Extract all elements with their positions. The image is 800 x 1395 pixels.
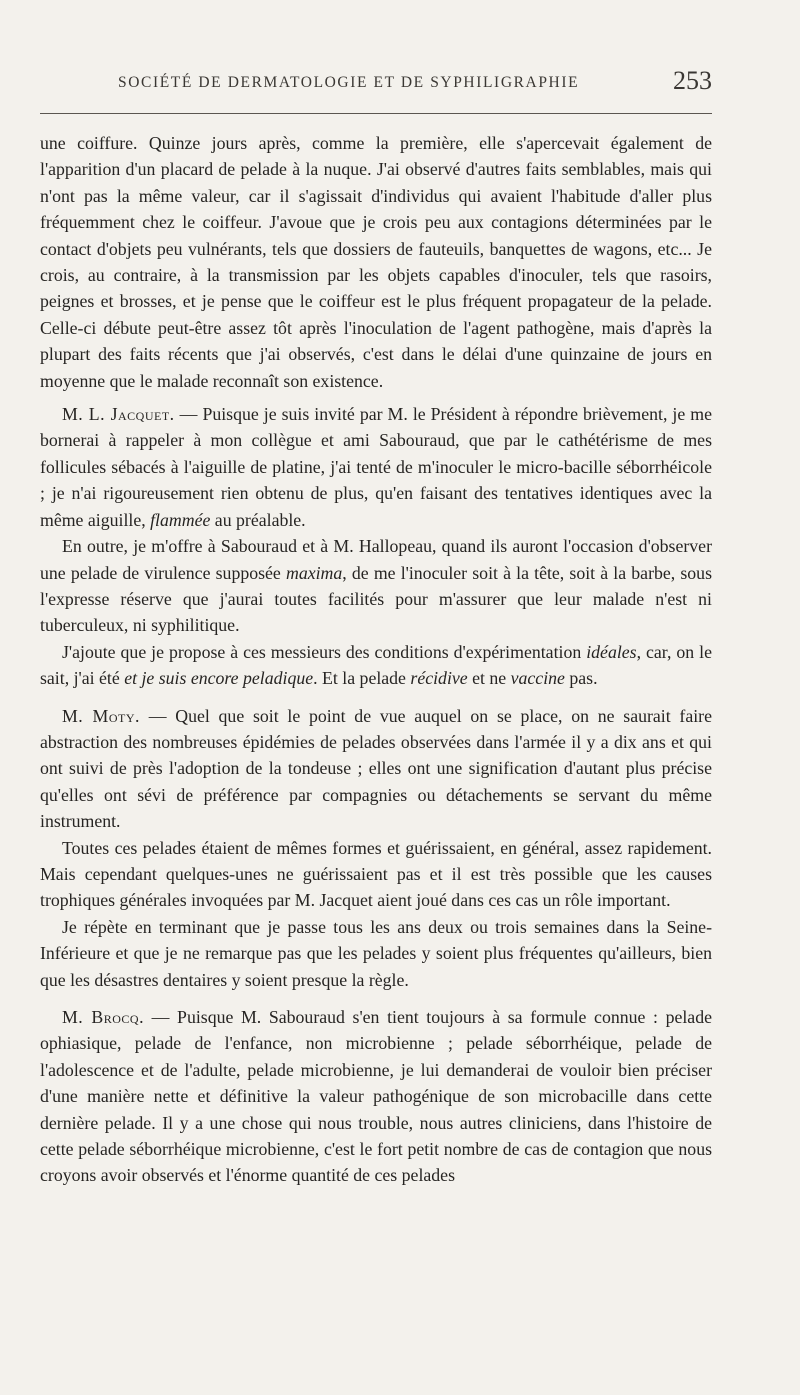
- running-head: SOCIÉTÉ DE DERMATOLOGIE ET DE SYPHILIGRAPHIE: [118, 74, 580, 91]
- paragraph-text: pas.: [564, 668, 598, 689]
- paragraph-text: et ne: [467, 668, 511, 689]
- paragraph-text: En outre, je m'offre à Sabouraud et à M. Hallopeau, quand ils auront l'occasion d'observer une pelade de virulence supposée: [40, 536, 712, 583]
- page-number: 253: [673, 66, 712, 95]
- paragraph-text: . Et la pelade: [313, 668, 411, 689]
- italic-term: vaccine: [510, 668, 565, 689]
- paragraph-jacquet-1: [40, 401, 712, 533]
- italic-term: flammée: [150, 509, 211, 530]
- paragraph-text: — Quel que soit le point de vue auquel on se place, on ne saurait faire abstraction des nombreuses épidémies de pelades observées dans l'armée il y a dix ans et qui ont suivi de près l'adoption de la tondeuse ; elles ont une signification d'autant plus précise qu'elles ont sévi de préférence par compagnies ou détachements se servant du même instrument.: [40, 705, 712, 832]
- speaker-name: M. L. Jacquet.: [62, 404, 175, 425]
- italic-term: et je suis encore peladique: [124, 668, 314, 689]
- paragraph-text: J'ajoute que je propose à ces messieurs des conditions d'expérimentation: [62, 641, 587, 662]
- paragraph-jacquet-3: [40, 639, 712, 692]
- paragraph-text: , car, on le sait, j'ai été: [40, 641, 712, 689]
- paragraph-text: , de me l'inoculer soit à la tête, soit à la barbe, sous l'expresse réserve que j'aurai toutes facilités pour m'assurer que leur malade n'est ni tuberculeux, ni syphilitique.: [40, 562, 712, 636]
- speaker-name: M. Moty.: [62, 705, 140, 726]
- italic-term: récidive: [410, 668, 468, 689]
- italic-term: maxima: [285, 562, 343, 583]
- paragraph-jacquet-2: [40, 533, 712, 639]
- paragraph-text: — Puisque je suis invité par M. le Président à répondre brièvement, je me bornerai à rappeler à mon collègue et ami Sabouraud, que par le cathétérisme de mes follicules sébacés à l'aiguille de platine, j'ai tenté de m'inoculer le micro-bacille séborrhéicole ; je n'ai rigoureusement rien obtenu de plus, qu'en faisant des tentatives identiques avec la même aiguille,: [40, 404, 712, 530]
- paragraph-continuation: une coiffure. Quinze jours après, comme la première, elle s'apercevait également de l'apparition d'un placard de pelade à la nuque. J'ai observé d'autres faits semblables, mais qui n'ont pas la même valeur, car il s'agissait d'individus qui avaient l'habitude d'aller plus fréquemment chez le coiffeur. J'avoue que je crois peu aux contagions déterminées par le contact d'objets peu vulnérants, tels que dossiers de fauteuils, banquettes de wagons, etc... Je crois, au contraire, à la transmission par les objets capables d'inoculer, tels que rasoirs, peignes et brosses, et je pense que le coiffeur est le plus fréquent propagateur de la pelade. Celle-ci débute peut-être assez tôt après l'inoculation de l'agent pathogène, mais d'après la plupart des faits récents que j'ai observés, c'est dans le délai d'une quinzaine de jours en moyenne que le malade reconnaît son existence.: [40, 133, 712, 391]
- paragraph-brocq-1: [40, 1004, 712, 1189]
- body-text: [40, 130, 712, 1189]
- italic-term: idéales: [586, 641, 637, 662]
- paragraph-moty-3: Je répète en terminant que je passe tous les ans deux ou trois semaines dans la Seine-Inférieure et que je ne remarque pas que les pelades y soient plus fréquentes qu'ailleurs, bien que les désastres dentaires y soient presque la règle.: [40, 916, 712, 990]
- paragraph-text: au préalable.: [210, 509, 306, 530]
- speaker-name: M. Brocq.: [62, 1007, 145, 1027]
- paragraph-moty-1: [40, 703, 712, 835]
- paragraph-text: — Puisque M. Sabouraud s'en tient toujours à sa formule connue : pelade ophiasique, pelade de l'enfance, non microbienne ; pelade séborrhéique, pelade de l'adolescence et de l'adulte, pelade microbienne, je lui demanderai de vouloir bien préciser d'une manière nette et définitive la valeur pathogénique de son microbacille dans cette dernière pelade. Il y a une chose qui nous trouble, nous autres cliniciens, dans l'histoire de cette pelade séborrhéique microbienne, c'est le fort petit nombre de cas de contagion que nous croyons avoir observés et l'énorme quantité de ces pelades: [40, 1007, 712, 1186]
- header-rule: [40, 113, 712, 114]
- paragraph-moty-2: Toutes ces pelades étaient de mêmes formes et guérissaient, en général, assez rapidement. Mais cependant quelques-unes ne guérissaient pas et il est très possible que les causes trophiques générales invoquées par M. Jacquet aient joué dans ces cas un rôle important.: [40, 837, 712, 911]
